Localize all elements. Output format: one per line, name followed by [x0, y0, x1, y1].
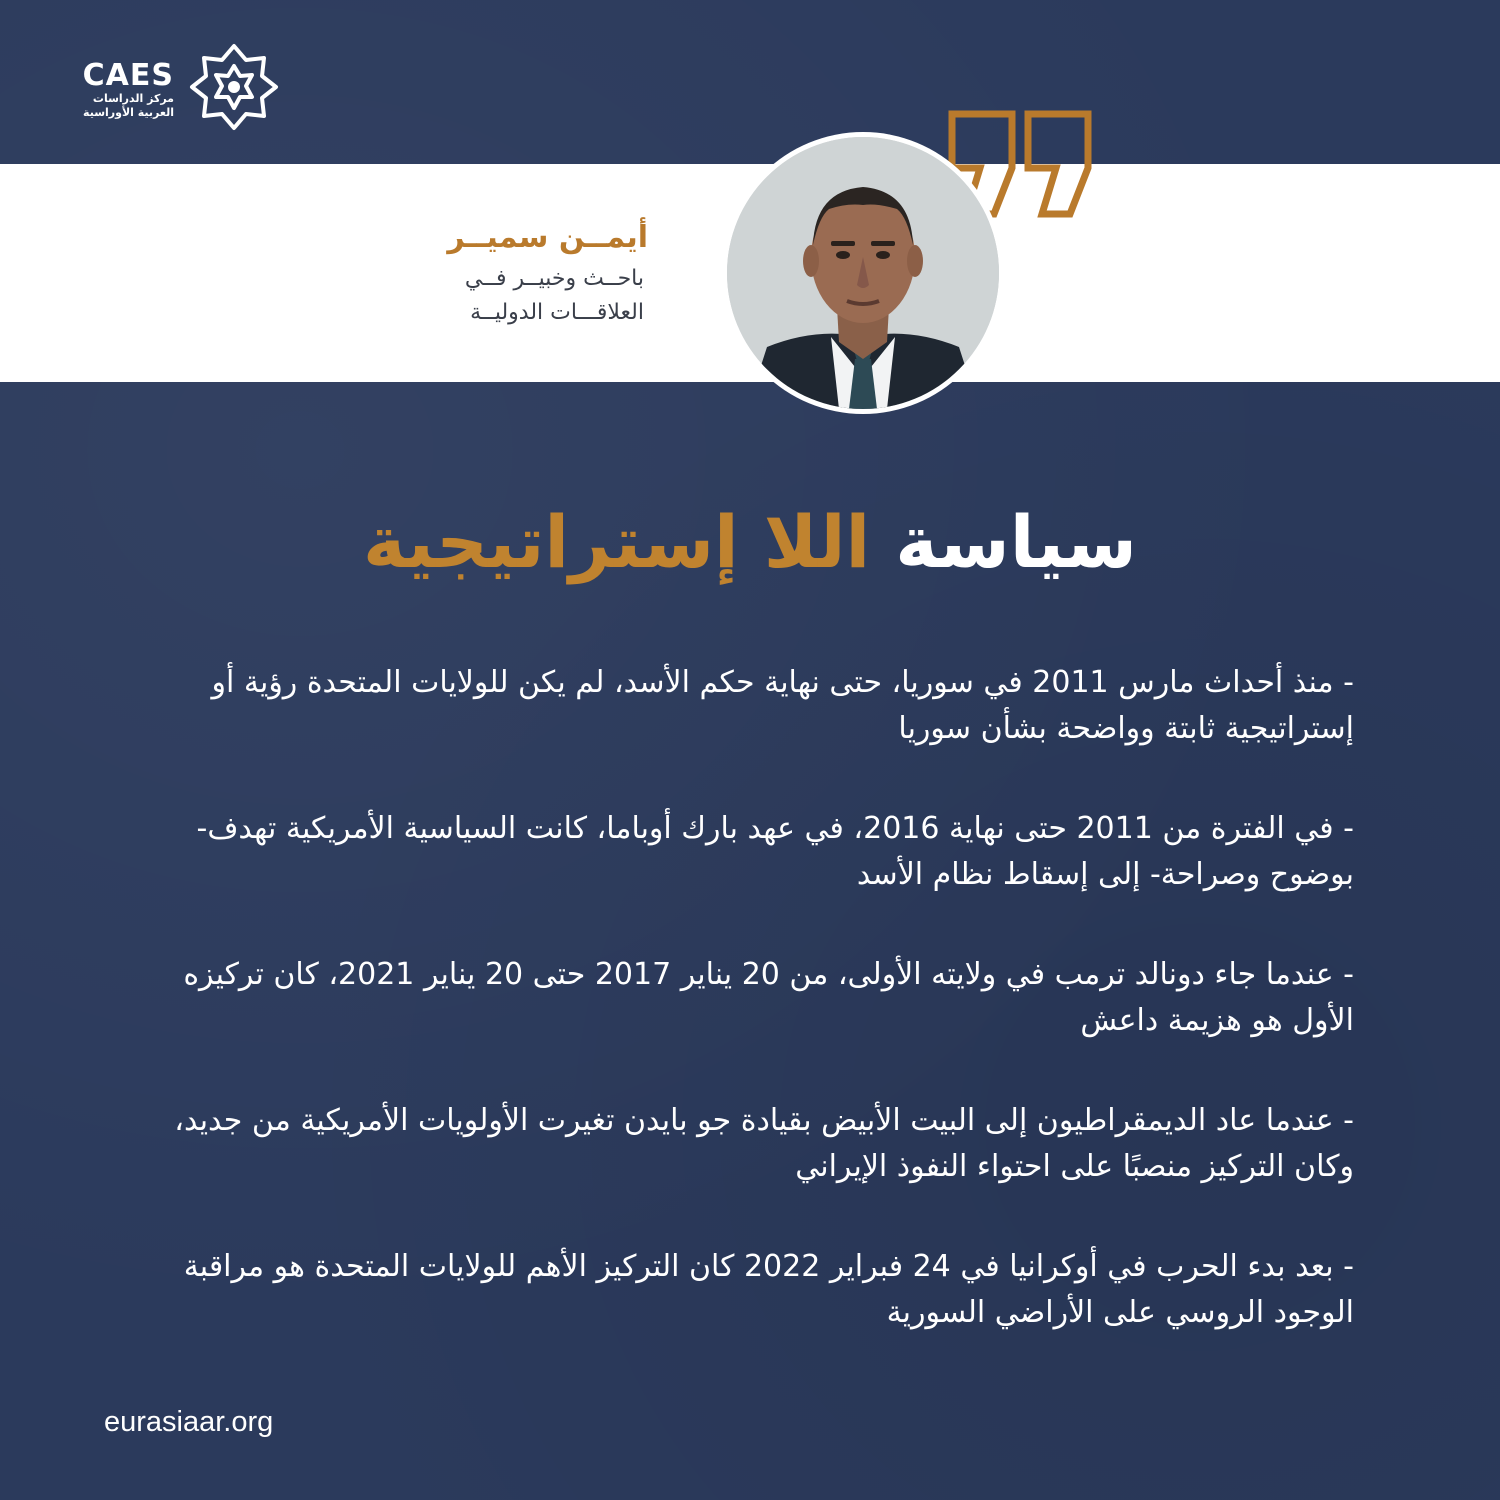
key-point: - بعد بدء الحرب في أوكرانيا في 24 فبراير 2022 كان التركيز الأهم للولايات المتحدة هو مراقبة الوجود الروسي على الأراضي السورية: [183, 1249, 1354, 1330]
author-photo: [727, 137, 999, 409]
logo-text: [70, 60, 174, 120]
key-point: - منذ أحداث مارس 2011 في سوريا، حتى نهاية حكم الأسد، لم يكن للولايات المتحدة رؤية أو إستراتيجية ثابتة وواضحة بشأن سوريا: [211, 665, 1354, 746]
logo-acronym: CAES: [82, 58, 174, 93]
caes-logo: [70, 42, 290, 132]
author-portrait: [722, 132, 1004, 414]
key-point: - في الفترة من 2011 حتى نهاية 2016، في عهد بارك أوباما، كانت السياسية الأمريكية تهدف- بوضوح وصراحة- إلى إسقاط نظام الأسد: [196, 811, 1354, 892]
logo-name-line1: مركز الدراسات: [92, 92, 174, 105]
key-points: [140, 660, 1354, 1390]
logo-name-line2: العربية الأوراسية: [83, 106, 174, 119]
title-part1: سياسة: [895, 500, 1137, 584]
star-emblem-icon: [188, 42, 280, 132]
page-title: [0, 492, 1500, 592]
website-link[interactable]: eurasiaar.org: [104, 1406, 274, 1438]
title-part2: اللا إستراتيجية: [363, 500, 871, 584]
author-role-line1: باحــث وخبيــر فــي: [464, 266, 644, 291]
author-role-line2: العلاقـــات الدوليــة: [470, 300, 644, 325]
key-point: - عندما عاد الديمقراطيون إلى البيت الأبيض بقيادة جو بايدن تغيرت الأولويات الأمريكية من جديد، وكان التركيز منصبًا على احتواء النفوذ الإيراني: [174, 1103, 1354, 1184]
author-role: [384, 262, 644, 330]
key-point: - عندما جاء دونالد ترمب في ولايته الأولى، من 20 يناير 2017 حتى 20 يناير 2021، كان تركيزه الأول هو هزيمة داعش: [183, 957, 1354, 1038]
author-name: أيمــن سميــر: [447, 220, 648, 255]
